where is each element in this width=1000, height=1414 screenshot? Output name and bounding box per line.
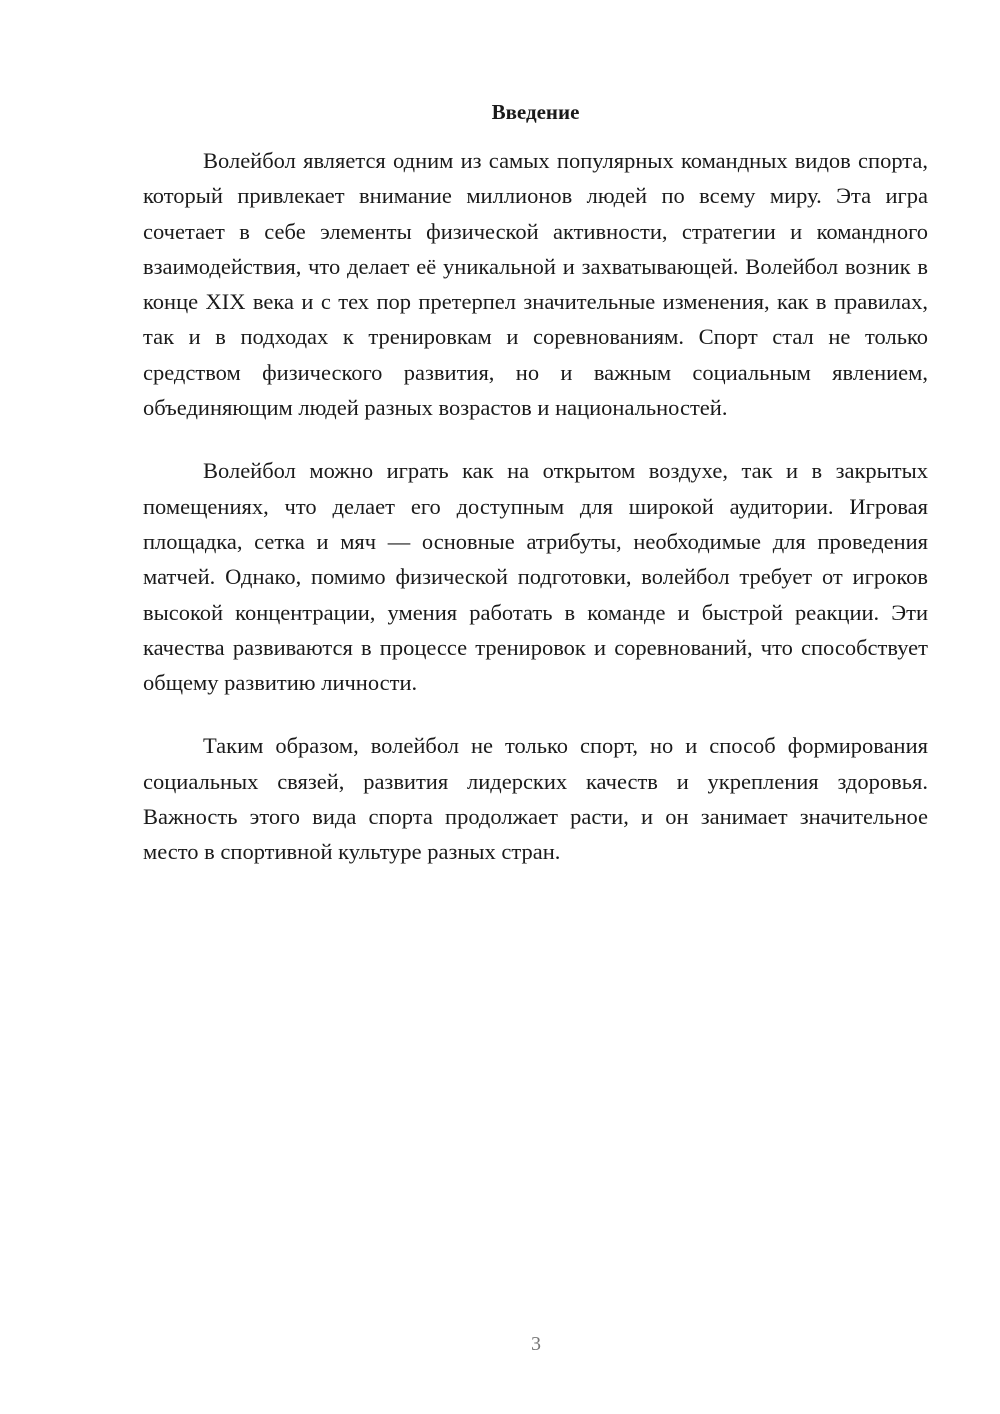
body-text	[143, 143, 928, 898]
paragraph-3: Таким образом, волейбол не только спорт, но и способ формирования социальных связей, развития лидерских качеств и укрепления здоровья. Важность этого вида спорта продолжает расти, и он занимает значительное место в спортивной культуре разных стран.	[143, 733, 928, 865]
page-number: 3	[531, 1333, 541, 1355]
paragraph-2: Волейбол можно играть как на открытом воздухе, так и в закрытых помещениях, что делает его доступным для широкой аудитории. Игровая площадка, сетка и мяч — основные атрибуты, необходимые для проведения матчей. Однако, помимо физической подготовки, волейбол требует от игроков высокой концентрации, умения работать в команде и быстрой реакции. Эти качества развиваются в процессе тренировок и соревнований, что способствует общему развитию личности.	[143, 458, 928, 696]
section-heading: Введение	[491, 100, 580, 124]
paragraph-1: Волейбол является одним из самых популярных командных видов спорта, который привлекает внимание миллионов людей по всему миру. Эта игра сочетает в себе элементы физической активности, стратегии и командного взаимодействия, что делает её уникальной и захватывающей. Волейбол возник в конце XIX века и с тех пор претерпел значительные изменения, как в правилах, так и в подходах к тренировкам и соревнованиям. Спорт стал не только средством физического развития, но и важным социальным явлением, объединяющим людей разных возрастов и национальностей.	[143, 148, 928, 421]
